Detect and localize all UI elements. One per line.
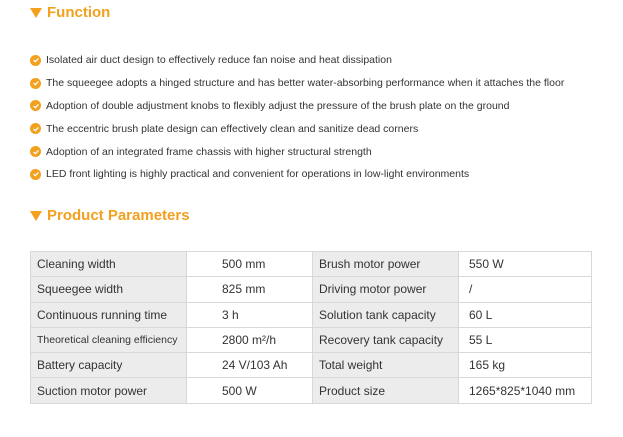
function-heading [30,4,110,21]
param-label: Driving motor power [313,277,459,302]
feature-item [30,163,564,186]
param-label: Total weight [313,353,459,378]
param-value: 500 mm [187,252,313,277]
param-value: 2800 m²/h [187,327,313,352]
param-label: Battery capacity [31,353,187,378]
feature-item [30,117,564,140]
param-value: 60 L [459,302,592,327]
param-value: 550 W [459,252,592,277]
param-label: Continuous running time [31,302,187,327]
feature-item [30,140,564,163]
param-label: Cleaning width [31,252,187,277]
triangle-down-icon [30,211,42,221]
param-label: Theoretical cleaning efficiency [31,327,187,352]
params-table [30,251,592,404]
table-row [31,277,592,302]
feature-item [30,72,564,95]
table-row [31,353,592,378]
check-icon [30,146,41,157]
params-title: Product Parameters [47,207,190,224]
check-icon [30,55,41,66]
params-heading [30,207,190,224]
param-value: / [459,277,592,302]
feature-text: LED front lighting is highly practical and convenient for operations in low-light environments [46,168,470,181]
feature-text: Isolated air duct design to effectively reduce fan noise and heat dissipation [46,54,392,67]
param-value: 3 h [187,302,313,327]
check-icon [30,78,41,89]
param-label: Brush motor power [313,252,459,277]
param-value: 500 W [187,378,313,403]
param-label: Solution tank capacity [313,302,459,327]
table-row [31,327,592,352]
table-row [31,378,592,403]
param-label: Recovery tank capacity [313,327,459,352]
param-value: 1265*825*1040 mm [459,378,592,403]
check-icon [30,123,41,134]
triangle-down-icon [30,8,42,18]
param-value: 165 kg [459,353,592,378]
param-label: Suction motor power [31,378,187,403]
function-title: Function [47,4,111,21]
param-label: Product size [313,378,459,403]
feature-text: Adoption of double adjustment knobs to flexibly adjust the pressure of the brush plate on the ground [46,99,510,112]
feature-text: Adoption of an integrated frame chassis with higher structural strength [46,145,372,158]
param-label: Squeegee width [31,277,187,302]
table-row [31,302,592,327]
check-icon [30,100,41,111]
param-value: 825 mm [187,277,313,302]
feature-text: The squeegee adopts a hinged structure and has better water-absorbing performance when it attaches the floor [46,77,565,90]
feature-list [30,49,564,186]
param-value: 24 V/103 Ah [187,353,313,378]
table-row [31,252,592,277]
feature-item [30,95,564,118]
param-value: 55 L [459,327,592,352]
check-icon [30,169,41,180]
feature-text: The eccentric brush plate design can effectively clean and sanitize dead corners [46,122,419,135]
feature-item [30,49,564,72]
